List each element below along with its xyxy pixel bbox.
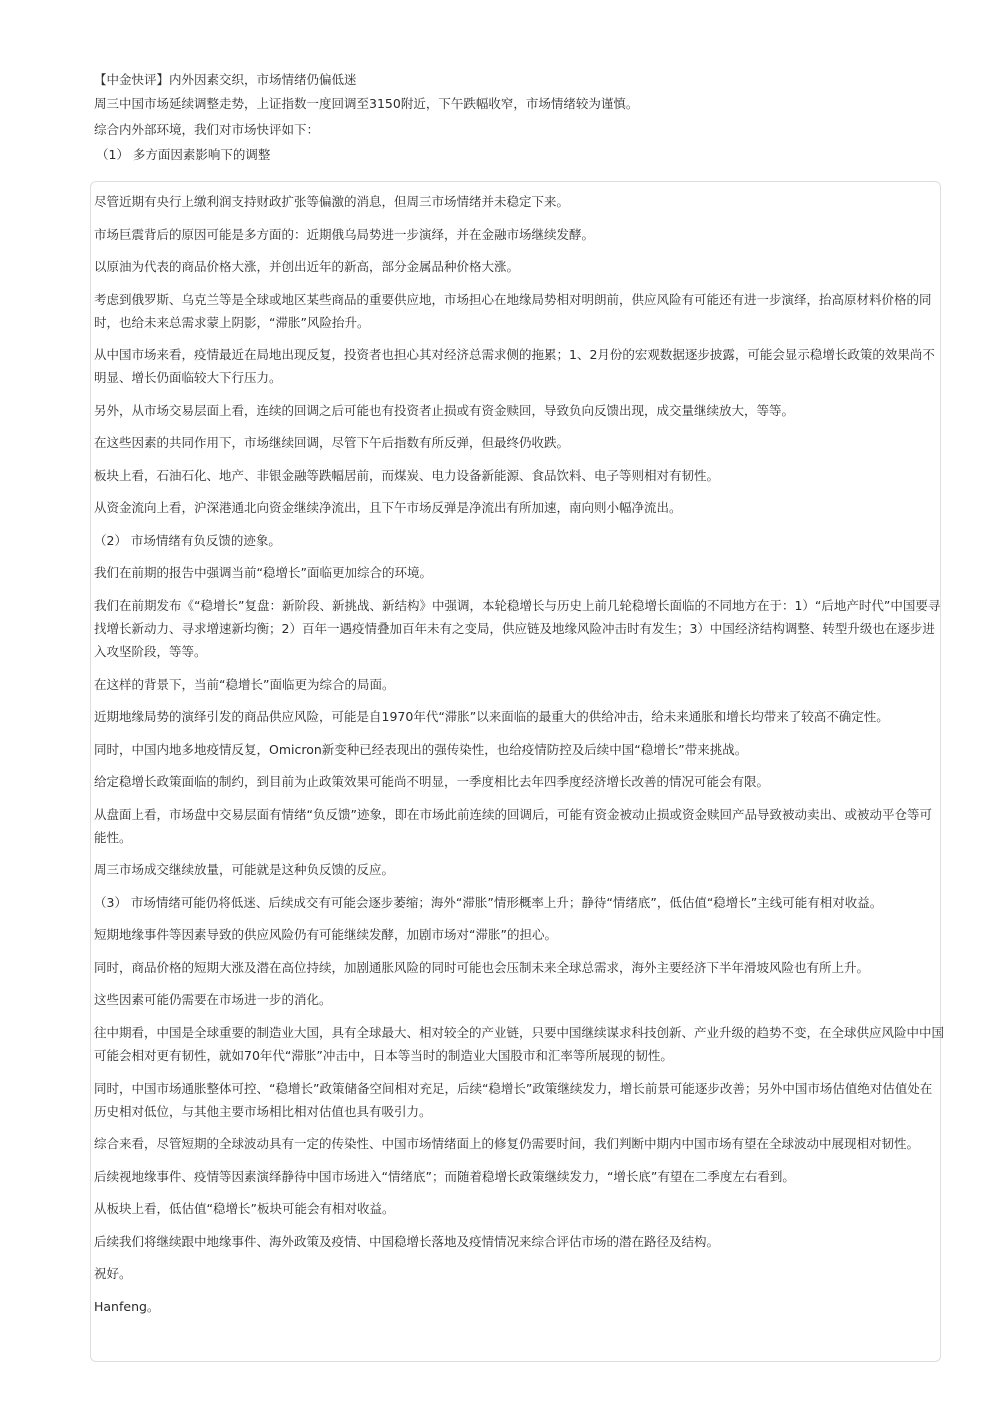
body-paragraph: 后续我们将继续跟中地缘事件、海外政策及疫情、中国稳增长落地及疫情情况来综合评估市场的潜在路径及结构。 bbox=[94, 1233, 720, 1249]
lead-paragraph: 综合内外部环境，我们对市场快评如下： bbox=[94, 122, 320, 137]
body-paragraph: 综合来看，尽管短期的全球波动具有一定的传染性、中国市场情绪面上的修复仍需要时间，我们判断中期内中国市场有望在全球波动中展现相对韧性。 bbox=[94, 1136, 920, 1152]
body-paragraph: （3） 市场情绪可能仍将低迷、后续成交有可能会逐步萎缩；海外“滞胀”情形概率上升；静待“情绪底”，低估值“稳增长”主线可能有相对收益。 bbox=[94, 894, 883, 910]
body-paragraph: 另外，从市场交易层面上看，连续的回调之后可能也有投资者止损或有资金赎回，导致负向反馈出现，成交量继续放大，等等。 bbox=[94, 402, 795, 418]
body-paragraph: 尽管近期有央行上缴利润支持财政扩张等偏激的消息，但周三市场情绪并未稳定下来。 bbox=[94, 194, 570, 209]
body-paragraph: 从资金流向上看，沪深港通北向资金继续净流出，且下午市场反弹是净流出有所加速，南向则小幅净流出。 bbox=[94, 500, 682, 516]
body-paragraph: 同时，商品价格的短期大涨及潜在高位持续，加剧通胀风险的同时可能也会压制未来全球总需求，海外主要经济下半年滑坡风险也有所上升。 bbox=[94, 959, 870, 975]
body-paragraph: 周三市场成交继续放量，可能就是这种负反馈的反应。 bbox=[94, 862, 395, 878]
body-paragraph: 从板块上看，低估值“稳增长”板块可能会有相对收益。 bbox=[94, 1201, 395, 1217]
body-paragraph: 近期地缘局势的演绎引发的商品供应风险，可能是自1970年代“滞胀”以来面临的最重大的供给冲击，给未来通胀和增长均带来了较高不确定性。 bbox=[94, 709, 889, 725]
body-paragraph: 在这样的背景下，当前“稳增长”面临更为综合的局面。 bbox=[94, 676, 395, 692]
body-paragraph: 后续视地缘事件、疫情等因素演绎静待中国市场进入“情绪底”；而随着稳增长政策继续发力，“增长底”有望在二季度左右看到。 bbox=[94, 1168, 795, 1184]
body-paragraph: 我们在前期的报告中强调当前“稳增长”面临更加综合的环境。 bbox=[94, 565, 432, 581]
body-paragraph: 祝好。 bbox=[94, 1266, 132, 1282]
document-header bbox=[94, 69, 944, 165]
intro-paragraph: 周三中国市场延续调整走势，上证指数一度回调至3150附近，下午跌幅收窄，市场情绪较为谨慎。 bbox=[94, 96, 639, 111]
body-paragraph: Hanfeng。 bbox=[94, 1298, 160, 1314]
body-paragraph: 板块上看，石油石化、地产、非银金融等跌幅居前，而煤炭、电力设备新能源、食品饮料、电子等则相对有韧性。 bbox=[94, 467, 720, 483]
body-paragraph: 同时，中国市场通胀整体可控、“稳增长”政策储备空间相对充足，后续“稳增长”政策继续发力，增长前景可能逐步改善；另外中国市场估值绝对估值处在历史相对低位，与其他主要市场相比相对估值也具有吸引力。 bbox=[94, 1080, 933, 1119]
body-paragraph: 在这些因素的共同作用下，市场继续回调，尽管下午后指数有所反弹，但最终仍收跌。 bbox=[94, 435, 570, 451]
body-paragraph: 从盘面上看，市场盘中交易层面有情绪“负反馈”迹象，即在市场此前连续的回调后，可能有资金被动止损或资金赎回产品导致被动卖出、或被动平仓等可能性。 bbox=[94, 806, 932, 845]
section-1-heading: （1） 多方面因素影响下的调整 bbox=[96, 147, 271, 162]
body-paragraph: 给定稳增长政策面临的制约，到目前为止政策效果可能尚不明显，一季度相比去年四季度经济增长改善的情况可能会有限。 bbox=[94, 774, 770, 790]
body-paragraphs bbox=[94, 190, 944, 1327]
body-paragraph: 短期地缘事件等因素导致的供应风险仍有可能继续发酵，加剧市场对“滞胀”的担心。 bbox=[94, 927, 557, 943]
body-paragraph: 我们在前期发布《“稳增长”复盘：新阶段、新挑战、新结构》中强调，本轮稳增长与历史上前几轮稳增长面临的不同地方在于：1）“后地产时代”中国要寻找增长新动力、寻求增速新均衡；2）百年一遇疫情叠加百年未有之变局，供应链及地缘风险冲击时有发生；3）中国经济结构调整、转型升级也在逐步进入攻坚阶段，等等。 bbox=[94, 598, 941, 660]
body-paragraph: 从中国市场来看，疫情最近在局地出现反复，投资者也担心其对经济总需求侧的拖累；1、2月份的宏观数据逐步披露，可能会显示稳增长政策的效果尚不明显、增长仍面临较大下行压力。 bbox=[94, 347, 935, 386]
body-paragraph: 同时，中国内地多地疫情反复，Omicron新变种已经表现出的强传染性，也给疫情防控及后续中国“稳增长”带来挑战。 bbox=[94, 741, 748, 757]
document-title: 【中金快评】内外因素交织，市场情绪仍偏低迷 bbox=[94, 72, 357, 87]
body-paragraph: 市场巨震背后的原因可能是多方面的：近期俄乌局势进一步演绎，并在金融市场继续发酵。 bbox=[94, 226, 595, 242]
body-paragraph: 往中期看，中国是全球重要的制造业大国，具有全球最大、相对较全的产业链，只要中国继续谋求科技创新、产业升级的趋势不变，在全球供应风险中中国可能会相对更有韧性，就如70年代“滞胀”冲击中，日本等当时的制造业大国股市和汇率等所展现的韧性。 bbox=[94, 1025, 945, 1064]
body-paragraph: （2） 市场情绪有负反馈的迹象。 bbox=[94, 532, 281, 548]
body-paragraph: 以原油为代表的商品价格大涨，并创出近年的新高，部分金属品种价格大涨。 bbox=[94, 259, 520, 275]
body-paragraph: 考虑到俄罗斯、乌克兰等是全球或地区某些商品的重要供应地，市场担心在地缘局势相对明朗前，供应风险有可能还有进一步演绎，抬高原材料价格的同时，也给未来总需求蒙上阴影，“滞胀”风险抬升。 bbox=[94, 291, 932, 330]
body-paragraph: 这些因素可能仍需要在市场进一步的消化。 bbox=[94, 992, 332, 1008]
